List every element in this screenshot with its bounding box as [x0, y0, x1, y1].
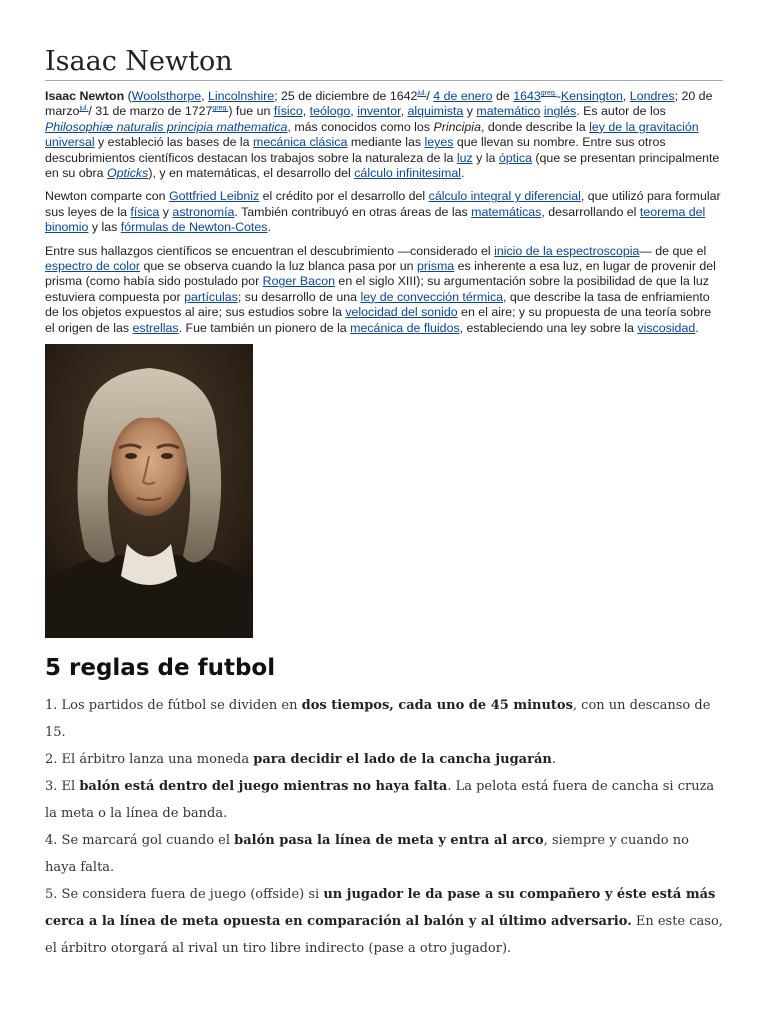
- text: y las: [88, 220, 121, 235]
- text: (que se presentan principalmente en su obra: [45, 150, 720, 181]
- rule-5: [45, 881, 723, 962]
- link-optica[interactable]: óptica: [498, 150, 532, 165]
- link-binomio[interactable]: teorema del binomio: [45, 204, 706, 235]
- link-inventor[interactable]: inventor: [357, 104, 401, 119]
- text: , con un descanso de 15.: [45, 698, 711, 741]
- bold-text: balón pasa la línea de meta y entra al arco: [234, 833, 544, 849]
- rule-2: [45, 746, 723, 773]
- text: 1. Los partidos de fútbol se dividen en: [45, 698, 302, 714]
- link-astronomia[interactable]: astronomía: [172, 204, 235, 219]
- text: ) fue un: [228, 104, 274, 119]
- link-calculo-integral[interactable]: cálculo integral y diferencial: [428, 189, 581, 204]
- text: — de que el: [639, 243, 707, 258]
- text: , desarrollando el: [541, 204, 640, 219]
- link-opticks[interactable]: Opticks: [107, 166, 149, 181]
- text: ,: [622, 89, 630, 103]
- link-leibniz[interactable]: Gottfried Leibniz: [168, 189, 260, 204]
- text: . La pelota está fuera de cancha si cruza la meta o la línea de banda.: [45, 779, 715, 822]
- link-gravitacion[interactable]: ley de la gravitación universal: [45, 119, 699, 150]
- text: , más conocidos como los: [287, 119, 434, 134]
- text: (: [124, 89, 132, 103]
- text: 3. El: [45, 779, 80, 795]
- rule-1: [45, 692, 723, 746]
- text: que se observa cuando la luz blanca pasa por un: [140, 259, 417, 274]
- link-jul-2[interactable]: jul.: [79, 105, 89, 113]
- text: mediante las: [347, 135, 425, 150]
- third-paragraph: [45, 244, 723, 336]
- text: 5. Se considera fuera de juego (offside) si: [45, 887, 324, 903]
- link-leyes[interactable]: leyes: [424, 135, 454, 150]
- link-matematicas[interactable]: matemáticas: [471, 204, 542, 219]
- text: , donde describe la: [480, 119, 590, 134]
- text: Entre sus hallazgos científicos se encuentran el descubrimiento —considerado el: [45, 243, 495, 258]
- link-newton-cotes[interactable]: fórmulas de Newton-Cotes: [120, 220, 268, 235]
- link-calculo-infinitesimal[interactable]: cálculo infinitesimal: [354, 166, 461, 181]
- bold-text: para decidir el lado de la cancha jugarán: [253, 752, 552, 768]
- text: ; 20 de marzo: [45, 89, 713, 119]
- link-mecanica-clasica[interactable]: mecánica clásica: [253, 135, 348, 150]
- link-espectro[interactable]: espectro de color: [45, 259, 141, 274]
- text: de: [492, 89, 514, 103]
- text: 2. El árbitro lanza una moneda: [45, 752, 254, 768]
- text: en el siglo XIII); su argumentación sobre la posibilidad de que la luz estuviera compuesta por: [45, 274, 709, 304]
- text: , estableciendo una ley sobre la: [459, 320, 638, 335]
- text: , siempre y cuando no haya falta.: [45, 833, 689, 876]
- text: -: [556, 89, 561, 103]
- link-roger-bacon[interactable]: Roger Bacon: [262, 274, 335, 289]
- text: . Fue también un pionero de la: [178, 320, 351, 335]
- link-conveccion[interactable]: ley de convección térmica: [360, 289, 504, 304]
- text: /: [426, 89, 434, 103]
- text: ,: [350, 104, 358, 119]
- intro-paragraph: [45, 89, 723, 181]
- link-particulas[interactable]: partículas: [184, 289, 238, 304]
- link-alquimista[interactable]: alquimista: [407, 104, 464, 119]
- link-estrellas[interactable]: estrellas: [132, 320, 179, 335]
- text: y: [463, 104, 477, 119]
- link-principia[interactable]: Philosophiæ naturalis principia mathematica: [45, 119, 288, 134]
- page-title: Isaac Newton: [45, 0, 723, 81]
- rule-3: [45, 773, 723, 827]
- rule-4: [45, 827, 723, 881]
- text: .: [460, 166, 465, 181]
- link-teologo[interactable]: teólogo: [309, 104, 351, 119]
- text: , que utilizó para formular sus leyes de la: [45, 189, 721, 219]
- newton-portrait: [45, 344, 253, 638]
- text: . Es autor de los: [576, 104, 666, 119]
- second-paragraph: [45, 189, 723, 235]
- text: en el aire; y su propuesta de una teoría sobre el origen de las: [45, 305, 712, 335]
- link-viscosidad[interactable]: viscosidad: [637, 320, 696, 335]
- text: / 31 de marzo de 1727: [88, 104, 213, 119]
- link-velocidad-sonido[interactable]: velocidad del sonido: [345, 305, 458, 320]
- link-fisico[interactable]: físico: [273, 104, 303, 119]
- text: .: [267, 220, 271, 235]
- link-ingles[interactable]: inglés: [543, 104, 577, 119]
- link-4-de-enero[interactable]: 4 de enero: [433, 89, 493, 103]
- link-jul[interactable]: jul.: [417, 89, 427, 97]
- text: .: [695, 320, 699, 335]
- text: y estableció las bases de la: [94, 135, 254, 150]
- text: ,: [400, 104, 408, 119]
- bold-text: balón está dentro del juego mientras no haya falta: [79, 779, 448, 795]
- subject-name: Isaac Newton: [45, 89, 125, 103]
- text: .: [551, 752, 556, 768]
- text: ,: [201, 89, 209, 103]
- text: En este caso, el árbitro otorgará al rival un tiro libre indirecto (pase a otro jugador).: [45, 914, 723, 957]
- link-fisica[interactable]: física: [130, 204, 160, 219]
- link-lincolnshire[interactable]: Lincolnshire: [208, 89, 275, 103]
- text: . También contribuyó en otras áreas de las: [234, 204, 472, 219]
- rules-title: 5 reglas de futbol: [45, 655, 276, 682]
- text: ,: [302, 104, 310, 119]
- text: 4. Se marcará gol cuando el: [45, 833, 235, 849]
- link-londres[interactable]: Londres: [629, 89, 675, 103]
- text: ; 25 de diciembre de 1642: [274, 89, 418, 103]
- link-mecanica-fluidos[interactable]: mecánica de fluidos: [350, 320, 460, 335]
- text: , que describe la tasa de enfriamiento de los objetos expuestos al aire; sus estudios sobre la: [45, 289, 710, 320]
- link-prisma[interactable]: prisma: [416, 259, 455, 274]
- page: [45, 0, 723, 962]
- rules-section: [45, 654, 723, 962]
- link-espectroscopia[interactable]: inicio de la espectroscopia: [494, 243, 640, 258]
- link-kensington[interactable]: Kensington: [560, 89, 623, 103]
- bold-text: dos tiempos, cada uno de 45 minutos: [301, 698, 573, 714]
- link-matematico[interactable]: matemático: [476, 104, 541, 119]
- link-greg[interactable]: greg.: [540, 89, 557, 97]
- bold-text: un jugador le da pase a su compañero y éste está más cerca a la línea de meta opuesta en comparación al balón y al último adversario.: [45, 887, 716, 930]
- text: y: [159, 204, 173, 219]
- text: es inherente a esa luz, en lugar de provenir del prisma (como había sido postulado por: [45, 259, 716, 289]
- link-luz[interactable]: luz: [456, 150, 473, 165]
- text: ), y en matemáticas, el desarrollo del: [148, 166, 355, 181]
- link-1643[interactable]: 1643: [513, 89, 541, 103]
- article-body: [45, 89, 723, 336]
- principia-italic: Principia: [433, 119, 481, 134]
- text: y la: [472, 150, 499, 165]
- text: el crédito por el desarrollo del: [259, 189, 429, 204]
- link-greg-2[interactable]: greg.: [212, 105, 229, 113]
- text: ; su desarrollo de una: [237, 289, 361, 304]
- text: Newton comparte con: [45, 189, 169, 204]
- text: que llevan su nombre. Entre sus otros descubrimientos científicos destacan los trabajos sobre la naturaleza de la: [45, 135, 666, 165]
- link-woolsthorpe[interactable]: Woolsthorpe: [131, 89, 202, 103]
